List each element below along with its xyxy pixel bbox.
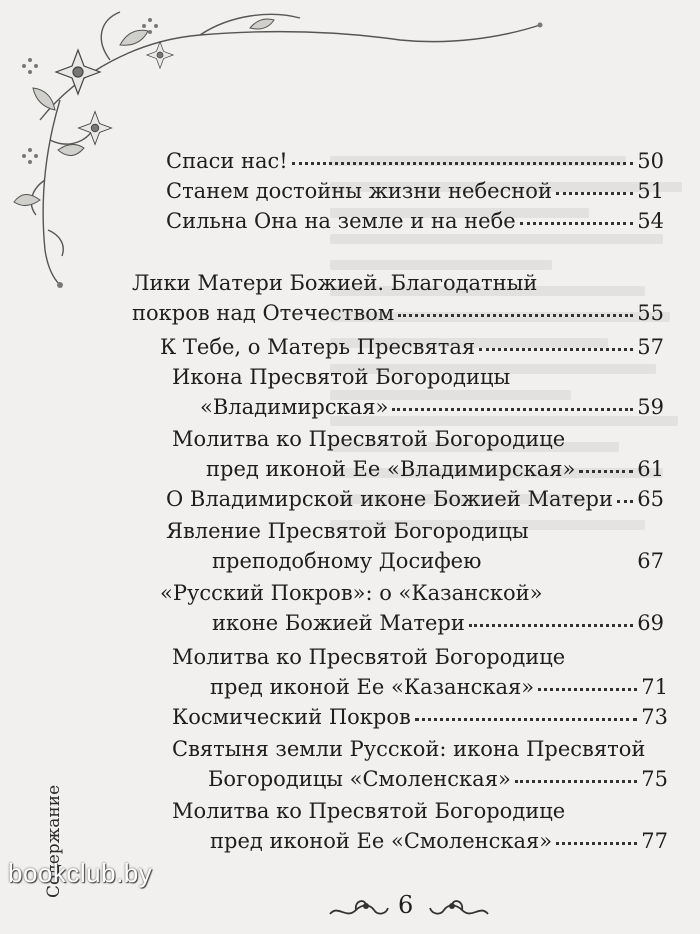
toc-page-number: 73: [641, 705, 668, 729]
toc-title: К Тебе, о Матерь Пресвятая: [160, 335, 476, 359]
toc-title-line-1: Святыня земли Русской: икона Пресвятой: [172, 737, 646, 761]
section-side-label: Содержание: [44, 784, 64, 898]
toc-title-line-1: «Русский Покров»: о «Казанской»: [160, 581, 543, 605]
toc-title: О Владимирской иконе Божией Матери: [166, 487, 613, 511]
dot-leader: [556, 188, 633, 195]
toc-page-number: 54: [637, 209, 664, 233]
toc-entry[interactable]: [166, 148, 664, 174]
toc-entry[interactable]: [160, 580, 664, 636]
toc-title-line-1: Молитва ко Пресвятой Богородице: [172, 645, 566, 669]
site-watermark: bookclub.by: [8, 858, 153, 888]
toc-title-line-1: Молитва ко Пресвятой Богородице: [172, 427, 566, 451]
toc-title-line-2: пред иконой Ее «Смоленская»: [210, 829, 553, 853]
toc-entry[interactable]: [166, 486, 664, 512]
left-flourish-icon: [326, 896, 392, 924]
toc-title-line-1: Икона Пресвятой Богородицы: [172, 365, 511, 389]
toc-title: Спаси нас!: [166, 149, 288, 173]
toc-entry[interactable]: [166, 178, 664, 204]
toc-entry[interactable]: [172, 736, 668, 792]
dot-leader: [538, 684, 637, 691]
page-number: 6: [398, 891, 414, 919]
toc-title: Станем достойны жизни небесной: [166, 179, 552, 203]
toc-title-line-2: пред иконой Ее «Казанская»: [210, 675, 535, 699]
toc-title-line-2: Богородицы «Смоленская»: [208, 767, 511, 791]
toc-entry[interactable]: [166, 518, 664, 574]
dot-leader: [292, 158, 634, 165]
toc-title-line-2: преподобному Досифею: [212, 549, 482, 573]
toc-title-line-2: пред иконой Ее «Владимирская»: [206, 457, 576, 481]
dot-leader: [515, 776, 637, 783]
toc-title-line-2: покров над Отечеством: [132, 301, 395, 325]
toc-title: Сильна Она на земле и на небе: [166, 209, 516, 233]
toc-page-number: 71: [641, 675, 668, 699]
toc-page-number: 67: [637, 549, 664, 573]
toc-page-number: 55: [637, 301, 664, 325]
toc-page-number: 50: [637, 149, 664, 173]
dot-leader: [520, 218, 634, 225]
toc-title-line-2: иконе Божией Матери: [212, 611, 465, 635]
toc-entry[interactable]: [160, 334, 664, 360]
toc-entry[interactable]: [166, 208, 664, 234]
toc-section-entry[interactable]: [132, 270, 664, 326]
toc-entry[interactable]: [172, 798, 668, 854]
toc-page-number: 51: [637, 179, 664, 203]
toc-entry[interactable]: [172, 644, 668, 700]
toc-page-number: 59: [637, 395, 664, 419]
toc-title-line-2: «Владимирская»: [200, 395, 389, 419]
dot-leader: [469, 620, 633, 627]
toc-page-number: 61: [637, 457, 664, 481]
toc-entry[interactable]: [172, 704, 668, 730]
dot-leader: [579, 466, 633, 473]
toc-entry[interactable]: [172, 426, 664, 482]
toc-title-line-1: Молитва ко Пресвятой Богородице: [172, 799, 566, 823]
dot-leader: [479, 344, 633, 351]
toc-title: Космический Покров: [172, 705, 411, 729]
toc-entry[interactable]: [172, 364, 664, 420]
toc-page-number: 65: [637, 487, 664, 511]
right-flourish-icon: [426, 896, 492, 924]
dot-leader: [392, 404, 633, 411]
toc-page-number: 75: [641, 767, 668, 791]
toc-page-number: 57: [637, 335, 664, 359]
dot-leader: [398, 310, 633, 317]
dot-leader: [617, 496, 633, 503]
floral-ornament-icon: [0, 0, 560, 290]
dot-leader: [485, 558, 633, 565]
toc-page-number: 77: [641, 829, 668, 853]
dot-leader: [415, 714, 637, 721]
dot-leader: [556, 838, 637, 845]
toc-page-number: 69: [637, 611, 664, 635]
toc-title-line-1: Лики Матери Божией. Благодатный: [132, 271, 538, 295]
toc-title-line-1: Явление Пресвятой Богородицы: [166, 519, 529, 543]
